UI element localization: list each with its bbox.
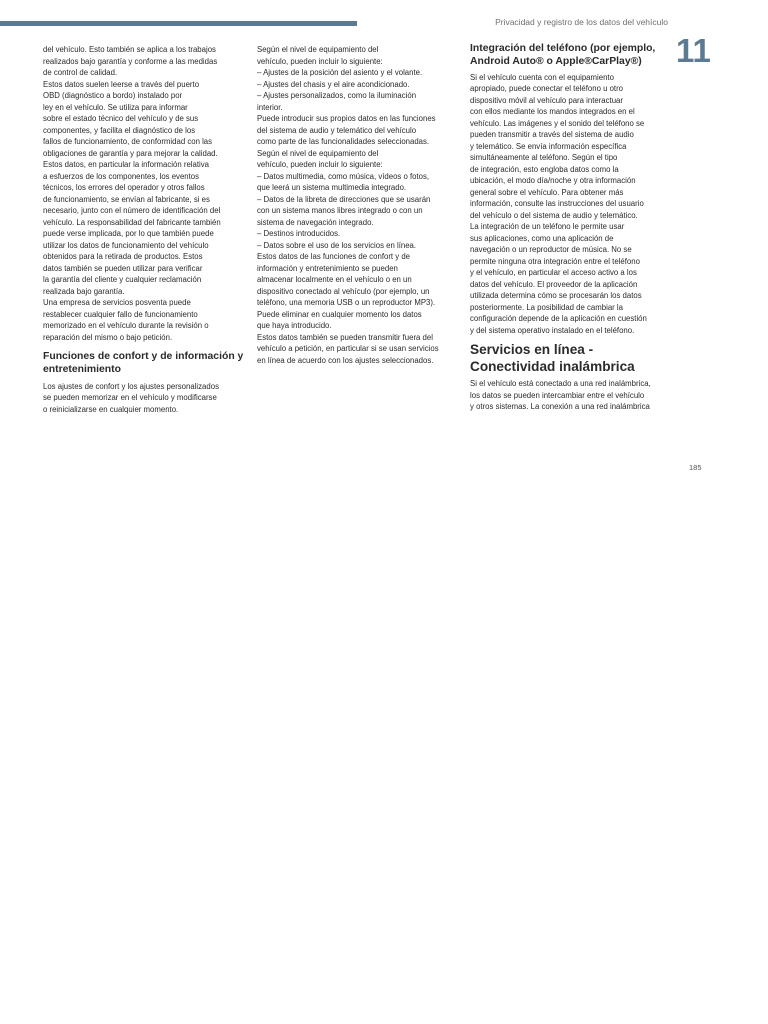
text-line: vehículo, pueden incluir lo siguiente: <box>257 56 383 66</box>
text-line: y otros sistemas. La conexión a una red inalámbrica <box>470 402 650 412</box>
text-line: restablecer cualquier fallo de funcionamiento <box>43 309 198 319</box>
col1-body-b <box>43 381 245 416</box>
text-line: fallos de funcionamiento, de conformidad con las <box>43 137 213 146</box>
text-line: apropiado, puede conectar el teléfono u otro <box>470 84 624 94</box>
text-line: del vehículo. Esto también se aplica a los trabajos <box>43 45 216 54</box>
text-line: vehículo a petición, en particular si se usan servicios <box>257 344 439 353</box>
text-line: utilizada determina cómo se procesarán los datos <box>470 291 642 301</box>
text-line: Estos datos de las funciones de confort y de <box>257 252 410 261</box>
text-line: Puede eliminar en cualquier momento los datos <box>257 309 422 319</box>
text-line: simultáneamente al teléfono. Según el tipo <box>470 153 618 163</box>
text-line: realizados bajo garantía y conforme a las medidas <box>43 56 218 66</box>
section-heading-servicios-en-linea: Servicios en línea - Conectividad inalámbrica <box>470 342 635 374</box>
text-line: posteriormente. La posibilidad de cambiar la <box>470 302 623 312</box>
text-line: permite ninguna otra integración entre el teléfono <box>470 256 640 266</box>
text-line: Estos datos suelen leerse a través del puerto <box>43 79 200 89</box>
text-line: sobre el estado técnico del vehículo y de sus <box>43 114 199 123</box>
text-line: – Datos multimedia, como música, vídeos o fotos, <box>257 171 430 181</box>
text-line: de funcionamiento, se envían al fabricante, si es <box>43 194 210 204</box>
text-line: – Datos de la libreta de direcciones que se usarán <box>257 194 431 204</box>
text-line: Según el nivel de equipamiento del <box>257 45 379 54</box>
text-line: OBD (diagnóstico a bordo) instalado por <box>43 91 183 100</box>
column-2 <box>257 44 459 366</box>
text-line: la garantía del cliente y cualquier reclamación <box>43 275 202 284</box>
text-line: utilizar los datos de funcionamiento del vehículo <box>43 240 209 250</box>
text-line: con ellos mediante los mandos integrados en el <box>470 107 635 117</box>
text-line: de control de calidad. <box>43 68 118 77</box>
text-line: memorizado en el vehículo durante la revisión o <box>43 321 209 330</box>
text-line: La integración de un teléfono le permite usar <box>470 222 625 232</box>
text-line: componentes, y facilita el diagnóstico de los <box>43 125 196 135</box>
text-line: necesario, junto con el número de identificación del <box>43 206 221 215</box>
text-line: vehículo, pueden incluir lo siguiente: <box>257 160 383 169</box>
text-line: ley en el vehículo. Se utiliza para informar <box>43 102 188 112</box>
text-line: datos del vehículo. El proveedor de la aplicación <box>470 279 638 289</box>
text-line: en línea de acuerdo con los ajustes seleccionados. <box>257 355 434 365</box>
text-line: datos también se pueden utilizar para verificar <box>43 263 203 273</box>
text-line: realizada bajo garantía. <box>43 286 125 296</box>
text-line: – Destinos introducidos. <box>257 229 341 238</box>
text-line: sus aplicaciones, como una aplicación de <box>470 233 614 243</box>
text-line: Una empresa de servicios posventa puede <box>43 298 191 307</box>
text-line: se pueden memorizar en el vehículo y modificarse <box>43 393 217 403</box>
text-line: técnicos, los errores del operador y otros fallos <box>43 183 205 192</box>
running-header: Privacidad y registro de los datos del vehículo <box>495 17 668 27</box>
column-3 <box>470 44 670 413</box>
text-line: que haya introducido. <box>257 321 332 330</box>
text-line: teléfono, una memoria USB o un reproductor MP3). <box>257 298 436 307</box>
text-line: o reinicializarse en cualquier momento. <box>43 404 179 414</box>
text-line: que leerá un sistema multimedia integrado. <box>257 183 407 192</box>
text-line: Si el vehículo cuenta con el equipamiento <box>470 72 614 82</box>
text-line: pueden transmitir a través del sistema de audio <box>470 130 634 140</box>
text-line: sistema de navegación integrado. <box>257 217 374 227</box>
text-line: reparación del mismo o bajo petición. <box>43 332 173 342</box>
section-heading-confort: Funciones de confort y de información y entretenimiento <box>43 351 244 376</box>
text-line: Puede introducir sus propios datos en las funciones <box>257 114 436 123</box>
text-line: navegación o un reproductor de música. No se <box>470 245 632 255</box>
column-1 <box>43 44 245 415</box>
text-line: los datos se pueden intercambiar entre el vehículo <box>470 390 645 400</box>
col1-body-a <box>43 44 245 343</box>
text-line: puede verse implicada, por lo que también puede <box>43 229 214 238</box>
text-line: y el vehículo, en particular el acceso activo a los <box>470 268 637 278</box>
text-line: interior. <box>257 102 283 112</box>
text-line: – Ajustes de la posición del asiento y el volante. <box>257 68 423 77</box>
text-line: con un sistema manos libres integrado o con un <box>257 206 423 215</box>
text-line: del vehículo o del sistema de audio y telemático. <box>470 210 638 220</box>
text-line: y telemático. Se envía información específica <box>470 141 627 151</box>
text-line: vehículo. Las imágenes y el sonido del teléfono se <box>470 118 645 128</box>
text-line: general sobre el vehículo. Para obtener más <box>470 187 624 197</box>
text-line: Los ajustes de confort y los ajustes personalizados <box>43 381 219 391</box>
header-accent-bar <box>0 21 357 26</box>
text-line: Estos datos, en particular la información relativa <box>43 160 209 169</box>
text-line: – Datos sobre el uso de los servicios en línea. <box>257 240 417 250</box>
text-line: Según el nivel de equipamiento del <box>257 148 379 158</box>
text-line: configuración depende de la aplicación en cuestión <box>470 314 647 324</box>
text-line: obtenidos para la retirada de productos. Estos <box>43 252 203 261</box>
text-line: como parte de las funcionalidades seleccionadas. <box>257 137 430 146</box>
text-line: Estos datos también se pueden transmitir fuera del <box>257 332 433 342</box>
text-line: información y entretenimiento se pueden <box>257 263 398 273</box>
text-line: de integración, esto engloba datos como la <box>470 164 619 174</box>
text-line: dispositivo conectado al vehículo (por ejemplo, un <box>257 286 430 296</box>
text-line: información, consulte las instrucciones del usuario <box>470 199 644 209</box>
col3-body-b <box>470 378 670 413</box>
text-line: – Ajustes del chasis y el aire acondicionado. <box>257 79 410 89</box>
text-line: – Ajustes personalizados, como la iluminación <box>257 91 417 100</box>
section-heading-integracion-telefono: Integración del teléfono (por ejemplo, Android Auto® o Apple®CarPlay®) <box>470 43 656 68</box>
text-line: almacenar localmente en el vehículo o en un <box>257 275 412 284</box>
text-line: vehículo. La responsabilidad del fabricante también <box>43 217 221 227</box>
text-line: del sistema de audio y telemático del vehículo <box>257 125 417 135</box>
text-line: y del sistema operativo instalado en el teléfono. <box>470 325 635 335</box>
col2-body <box>257 44 459 366</box>
text-line: ubicación, el modo día/noche y otra información <box>470 176 636 186</box>
chapter-number: 11 <box>676 32 711 69</box>
col3-body-a <box>470 72 670 337</box>
text-line: obligaciones de garantía y para mejorar la calidad. <box>43 148 218 158</box>
text-line: dispositivo móvil al vehículo para interactuar <box>470 95 623 105</box>
page-number: 185 <box>689 463 702 472</box>
text-line: a esfuerzos de los componentes, los eventos <box>43 171 200 181</box>
text-line: Si el vehículo está conectado a una red inalámbrica, <box>470 379 651 389</box>
